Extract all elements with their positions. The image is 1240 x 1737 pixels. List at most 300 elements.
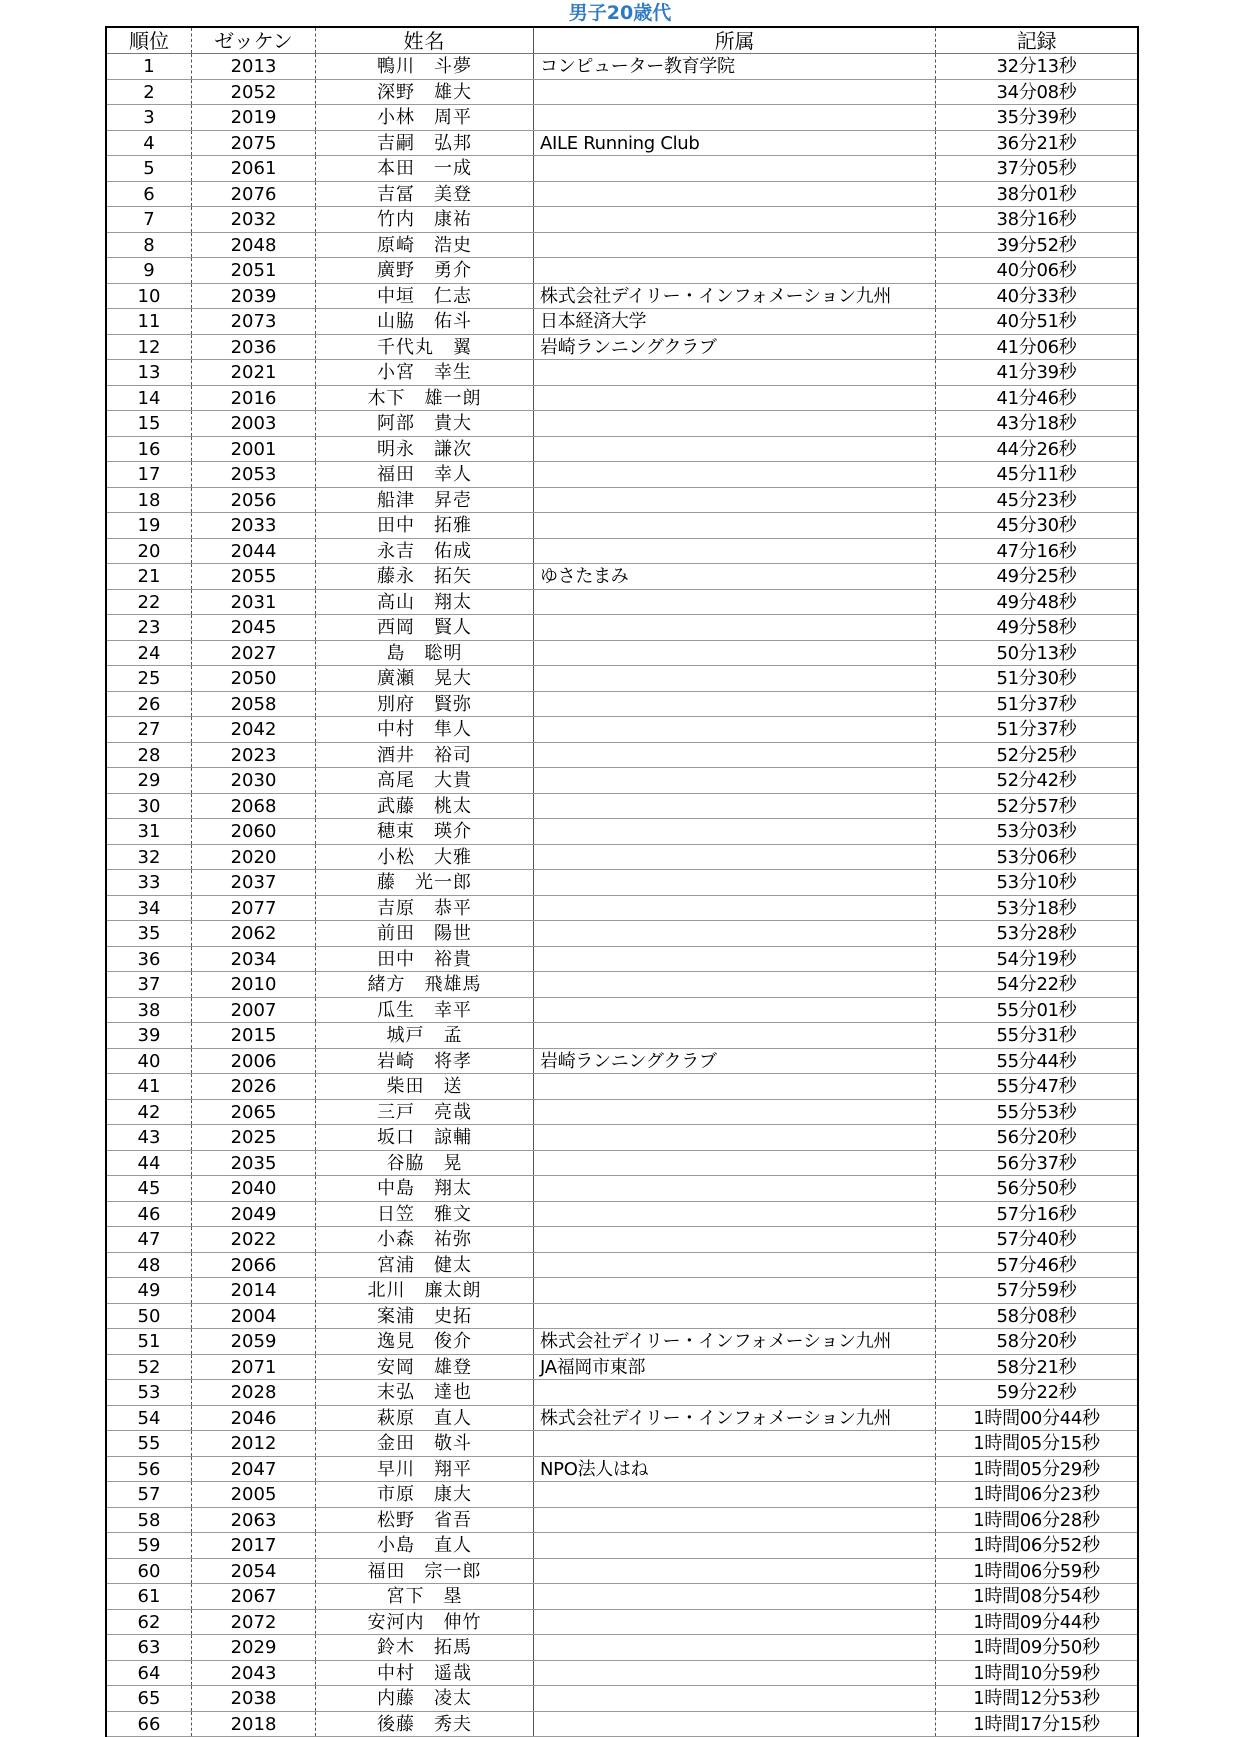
- record-cell: 1時間06分52秒: [936, 1533, 1137, 1558]
- record-cell: 39分52秒: [936, 233, 1137, 258]
- affiliation-cell: [534, 947, 936, 972]
- name-cell: 松野 省吾: [316, 1508, 534, 1533]
- record-cell: 57分46秒: [936, 1253, 1137, 1278]
- record-cell: 51分30秒: [936, 666, 1137, 691]
- name-cell: 酒井 裕司: [316, 743, 534, 768]
- bib-cell: 2046: [192, 1406, 316, 1431]
- bib-cell: 2030: [192, 768, 316, 793]
- table-row: [107, 539, 1137, 565]
- name-cell: 別府 賢弥: [316, 692, 534, 717]
- bib-cell: 2025: [192, 1125, 316, 1150]
- rank-cell: 34: [107, 896, 192, 921]
- name-cell: 安河内 伸竹: [316, 1610, 534, 1635]
- table-row: [107, 1508, 1137, 1534]
- rank-cell: 58: [107, 1508, 192, 1533]
- name-cell: 安岡 雄登: [316, 1355, 534, 1380]
- table-row: [107, 1355, 1137, 1381]
- bib-cell: 2033: [192, 513, 316, 538]
- bib-cell: 2015: [192, 1023, 316, 1048]
- rank-cell: 60: [107, 1559, 192, 1584]
- affiliation-cell: [534, 258, 936, 283]
- rank-cell: 40: [107, 1049, 192, 1074]
- record-cell: 1時間10分59秒: [936, 1661, 1137, 1686]
- affiliation-cell: [534, 207, 936, 232]
- table-row: [107, 513, 1137, 539]
- rank-cell: 10: [107, 284, 192, 309]
- rank-cell: 37: [107, 972, 192, 997]
- table-header-row: [107, 28, 1137, 54]
- table-row: [107, 615, 1137, 641]
- record-cell: 59分22秒: [936, 1380, 1137, 1405]
- table-row: [107, 692, 1137, 718]
- rank-cell: 54: [107, 1406, 192, 1431]
- affiliation-cell: [534, 233, 936, 258]
- table-row: [107, 1227, 1137, 1253]
- rank-cell: 61: [107, 1584, 192, 1609]
- rank-cell: 17: [107, 462, 192, 487]
- affiliation-cell: [534, 1304, 936, 1329]
- rank-cell: 63: [107, 1635, 192, 1660]
- bib-cell: 2075: [192, 131, 316, 156]
- table-row: [107, 1151, 1137, 1177]
- table-row: [107, 870, 1137, 896]
- table-row: [107, 1023, 1137, 1049]
- record-cell: 55分31秒: [936, 1023, 1137, 1048]
- bib-cell: 2053: [192, 462, 316, 487]
- record-cell: 1時間17分15秒: [936, 1712, 1137, 1737]
- record-cell: 1時間06分28秒: [936, 1508, 1137, 1533]
- table-row: [107, 80, 1137, 106]
- record-cell: 1時間12分53秒: [936, 1686, 1137, 1711]
- record-cell: 52分42秒: [936, 768, 1137, 793]
- rank-cell: 43: [107, 1125, 192, 1150]
- record-cell: 50分13秒: [936, 641, 1137, 666]
- bib-cell: 2066: [192, 1253, 316, 1278]
- record-cell: 52分25秒: [936, 743, 1137, 768]
- bib-cell: 2014: [192, 1278, 316, 1303]
- bib-cell: 2045: [192, 615, 316, 640]
- rank-cell: 20: [107, 539, 192, 564]
- header-rank: 順位: [107, 28, 192, 53]
- rank-cell: 6: [107, 182, 192, 207]
- rank-cell: 66: [107, 1712, 192, 1737]
- affiliation-cell: [534, 1584, 936, 1609]
- name-cell: 吉冨 美登: [316, 182, 534, 207]
- affiliation-cell: 株式会社デイリー・インフォメーション九州: [534, 1329, 936, 1354]
- rank-cell: 53: [107, 1380, 192, 1405]
- bib-cell: 2019: [192, 105, 316, 130]
- record-cell: 58分21秒: [936, 1355, 1137, 1380]
- name-cell: 市原 康大: [316, 1482, 534, 1507]
- record-cell: 55分44秒: [936, 1049, 1137, 1074]
- rank-cell: 56: [107, 1457, 192, 1482]
- affiliation-cell: [534, 1023, 936, 1048]
- affiliation-cell: [534, 1100, 936, 1125]
- rank-cell: 48: [107, 1253, 192, 1278]
- table-row: [107, 1074, 1137, 1100]
- affiliation-cell: コンピューター教育学院: [534, 54, 936, 79]
- rank-cell: 59: [107, 1533, 192, 1558]
- rank-cell: 44: [107, 1151, 192, 1176]
- bib-cell: 2006: [192, 1049, 316, 1074]
- affiliation-cell: [534, 437, 936, 462]
- rank-cell: 2: [107, 80, 192, 105]
- rank-cell: 27: [107, 717, 192, 742]
- name-cell: 北川 廉太朗: [316, 1278, 534, 1303]
- header-affiliation: 所属: [534, 28, 936, 53]
- bib-cell: 2029: [192, 1635, 316, 1660]
- affiliation-cell: [534, 998, 936, 1023]
- name-cell: 鴨川 斗夢: [316, 54, 534, 79]
- bib-cell: 2032: [192, 207, 316, 232]
- table-row: [107, 1049, 1137, 1075]
- record-cell: 56分37秒: [936, 1151, 1137, 1176]
- name-cell: 緒方 飛雄馬: [316, 972, 534, 997]
- affiliation-cell: [534, 641, 936, 666]
- record-cell: 1時間09分50秒: [936, 1635, 1137, 1660]
- bib-cell: 2022: [192, 1227, 316, 1252]
- table-row: [107, 1686, 1137, 1712]
- record-cell: 32分13秒: [936, 54, 1137, 79]
- affiliation-cell: [534, 360, 936, 385]
- rank-cell: 29: [107, 768, 192, 793]
- table-row: [107, 845, 1137, 871]
- affiliation-cell: [534, 1278, 936, 1303]
- affiliation-cell: [534, 105, 936, 130]
- name-cell: 山脇 佑斗: [316, 309, 534, 334]
- bib-cell: 2067: [192, 1584, 316, 1609]
- table-row: [107, 819, 1137, 845]
- rank-cell: 9: [107, 258, 192, 283]
- bib-cell: 2035: [192, 1151, 316, 1176]
- name-cell: 明永 謙次: [316, 437, 534, 462]
- table-row: [107, 1202, 1137, 1228]
- rank-cell: 7: [107, 207, 192, 232]
- affiliation-cell: [534, 1380, 936, 1405]
- name-cell: 岩崎 将孝: [316, 1049, 534, 1074]
- bib-cell: 2016: [192, 386, 316, 411]
- affiliation-cell: [534, 845, 936, 870]
- record-cell: 37分05秒: [936, 156, 1137, 181]
- bib-cell: 2007: [192, 998, 316, 1023]
- rank-cell: 3: [107, 105, 192, 130]
- record-cell: 44分26秒: [936, 437, 1137, 462]
- affiliation-cell: [534, 1202, 936, 1227]
- name-cell: 廣瀬 晃大: [316, 666, 534, 691]
- affiliation-cell: 株式会社デイリー・インフォメーション九州: [534, 1406, 936, 1431]
- bib-cell: 2068: [192, 794, 316, 819]
- record-cell: 1時間06分23秒: [936, 1482, 1137, 1507]
- name-cell: 中島 翔太: [316, 1176, 534, 1201]
- bib-cell: 2061: [192, 156, 316, 181]
- rank-cell: 1: [107, 54, 192, 79]
- header-name: 姓名: [316, 28, 534, 53]
- affiliation-cell: [534, 80, 936, 105]
- name-cell: 武藤 桃太: [316, 794, 534, 819]
- record-cell: 47分16秒: [936, 539, 1137, 564]
- table-row: [107, 1559, 1137, 1585]
- record-cell: 38分16秒: [936, 207, 1137, 232]
- name-cell: 竹内 康祐: [316, 207, 534, 232]
- table-row: [107, 131, 1137, 157]
- rank-cell: 57: [107, 1482, 192, 1507]
- bib-cell: 2001: [192, 437, 316, 462]
- affiliation-cell: [534, 794, 936, 819]
- table-row: [107, 488, 1137, 514]
- name-cell: 福田 宗一郎: [316, 1559, 534, 1584]
- name-cell: 吉嗣 弘邦: [316, 131, 534, 156]
- bib-cell: 2054: [192, 1559, 316, 1584]
- rank-cell: 50: [107, 1304, 192, 1329]
- record-cell: 40分06秒: [936, 258, 1137, 283]
- name-cell: 島 聡明: [316, 641, 534, 666]
- table-row: [107, 947, 1137, 973]
- bib-cell: 2047: [192, 1457, 316, 1482]
- name-cell: 木下 雄一朗: [316, 386, 534, 411]
- table-row: [107, 207, 1137, 233]
- name-cell: 小松 大雅: [316, 845, 534, 870]
- name-cell: 小宮 幸生: [316, 360, 534, 385]
- bib-cell: 2060: [192, 819, 316, 844]
- record-cell: 57分16秒: [936, 1202, 1137, 1227]
- table-row: [107, 1176, 1137, 1202]
- bib-cell: 2043: [192, 1661, 316, 1686]
- name-cell: 藤 光一郎: [316, 870, 534, 895]
- bib-cell: 2056: [192, 488, 316, 513]
- record-cell: 58分08秒: [936, 1304, 1137, 1329]
- table-row: [107, 309, 1137, 335]
- name-cell: 永吉 佑成: [316, 539, 534, 564]
- name-cell: 高山 翔太: [316, 590, 534, 615]
- table-row: [107, 182, 1137, 208]
- table-row: [107, 768, 1137, 794]
- rank-cell: 16: [107, 437, 192, 462]
- affiliation-cell: [534, 411, 936, 436]
- table-row: [107, 411, 1137, 437]
- affiliation-cell: [534, 1482, 936, 1507]
- record-cell: 41分39秒: [936, 360, 1137, 385]
- record-cell: 41分46秒: [936, 386, 1137, 411]
- affiliation-cell: [534, 1635, 936, 1660]
- name-cell: 早川 翔平: [316, 1457, 534, 1482]
- rank-cell: 36: [107, 947, 192, 972]
- table-row: [107, 1661, 1137, 1687]
- name-cell: 高尾 大貴: [316, 768, 534, 793]
- rank-cell: 31: [107, 819, 192, 844]
- bib-cell: 2050: [192, 666, 316, 691]
- name-cell: 案浦 史拓: [316, 1304, 534, 1329]
- name-cell: 原崎 浩史: [316, 233, 534, 258]
- affiliation-cell: [534, 1151, 936, 1176]
- record-cell: 53分18秒: [936, 896, 1137, 921]
- record-cell: 52分57秒: [936, 794, 1137, 819]
- affiliation-cell: [534, 1176, 936, 1201]
- affiliation-cell: [534, 1661, 936, 1686]
- rank-cell: 22: [107, 590, 192, 615]
- name-cell: 穂束 瑛介: [316, 819, 534, 844]
- table-row: [107, 1100, 1137, 1126]
- affiliation-cell: AILE Running Club: [534, 131, 936, 156]
- name-cell: 阿部 貴大: [316, 411, 534, 436]
- affiliation-cell: [534, 972, 936, 997]
- rank-cell: 65: [107, 1686, 192, 1711]
- rank-cell: 32: [107, 845, 192, 870]
- table-row: [107, 335, 1137, 361]
- affiliation-cell: 株式会社デイリー・インフォメーション九州: [534, 284, 936, 309]
- bib-cell: 2005: [192, 1482, 316, 1507]
- bib-cell: 2034: [192, 947, 316, 972]
- table-row: [107, 564, 1137, 590]
- bib-cell: 2031: [192, 590, 316, 615]
- name-cell: 中村 隼人: [316, 717, 534, 742]
- name-cell: 三戸 亮哉: [316, 1100, 534, 1125]
- name-cell: 深野 雄大: [316, 80, 534, 105]
- record-cell: 43分18秒: [936, 411, 1137, 436]
- table-row: [107, 1380, 1137, 1406]
- bib-cell: 2065: [192, 1100, 316, 1125]
- record-cell: 1時間05分29秒: [936, 1457, 1137, 1482]
- record-cell: 1時間08分54秒: [936, 1584, 1137, 1609]
- record-cell: 1時間09分44秒: [936, 1610, 1137, 1635]
- bib-cell: 2059: [192, 1329, 316, 1354]
- bib-cell: 2055: [192, 564, 316, 589]
- table-row: [107, 590, 1137, 616]
- table-row: [107, 666, 1137, 692]
- name-cell: 小林 周平: [316, 105, 534, 130]
- affiliation-cell: [534, 1125, 936, 1150]
- affiliation-cell: [534, 1686, 936, 1711]
- record-cell: 35分39秒: [936, 105, 1137, 130]
- rank-cell: 64: [107, 1661, 192, 1686]
- table-row: [107, 54, 1137, 80]
- name-cell: 千代丸 翼: [316, 335, 534, 360]
- record-cell: 45分30秒: [936, 513, 1137, 538]
- name-cell: 鈴木 拓馬: [316, 1635, 534, 1660]
- table-row: [107, 921, 1137, 947]
- record-cell: 53分06秒: [936, 845, 1137, 870]
- bib-cell: 2027: [192, 641, 316, 666]
- bib-cell: 2004: [192, 1304, 316, 1329]
- affiliation-cell: [534, 666, 936, 691]
- rank-cell: 4: [107, 131, 192, 156]
- record-cell: 58分20秒: [936, 1329, 1137, 1354]
- bib-cell: 2071: [192, 1355, 316, 1380]
- record-cell: 1時間06分59秒: [936, 1559, 1137, 1584]
- rank-cell: 12: [107, 335, 192, 360]
- rank-cell: 11: [107, 309, 192, 334]
- name-cell: 船津 昇壱: [316, 488, 534, 513]
- bib-cell: 2018: [192, 1712, 316, 1737]
- bib-cell: 2076: [192, 182, 316, 207]
- page-title: 男子20歳代: [0, 0, 1240, 26]
- bib-cell: 2036: [192, 335, 316, 360]
- bib-cell: 2044: [192, 539, 316, 564]
- rank-cell: 18: [107, 488, 192, 513]
- record-cell: 45分23秒: [936, 488, 1137, 513]
- affiliation-cell: [534, 386, 936, 411]
- rank-cell: 52: [107, 1355, 192, 1380]
- rank-cell: 26: [107, 692, 192, 717]
- record-cell: 49分25秒: [936, 564, 1137, 589]
- name-cell: 後藤 秀夫: [316, 1712, 534, 1737]
- record-cell: 54分22秒: [936, 972, 1137, 997]
- record-cell: 55分01秒: [936, 998, 1137, 1023]
- table-row: [107, 743, 1137, 769]
- name-cell: 瓜生 幸平: [316, 998, 534, 1023]
- name-cell: 小森 祐弥: [316, 1227, 534, 1252]
- record-cell: 57分59秒: [936, 1278, 1137, 1303]
- header-bib: ゼッケン: [192, 28, 316, 53]
- record-cell: 55分53秒: [936, 1100, 1137, 1125]
- table-row: [107, 105, 1137, 131]
- affiliation-cell: [534, 743, 936, 768]
- rank-cell: 46: [107, 1202, 192, 1227]
- table-row: [107, 233, 1137, 259]
- table-row: [107, 1406, 1137, 1432]
- rank-cell: 21: [107, 564, 192, 589]
- record-cell: 1時間05分15秒: [936, 1431, 1137, 1456]
- rank-cell: 30: [107, 794, 192, 819]
- affiliation-cell: [534, 692, 936, 717]
- table-row: [107, 1329, 1137, 1355]
- bib-cell: 2062: [192, 921, 316, 946]
- affiliation-cell: ゆさたまみ: [534, 564, 936, 589]
- rank-cell: 42: [107, 1100, 192, 1125]
- table-row: [107, 1125, 1137, 1151]
- affiliation-cell: [534, 1253, 936, 1278]
- name-cell: 萩原 直人: [316, 1406, 534, 1431]
- name-cell: 吉原 恭平: [316, 896, 534, 921]
- table-row: [107, 794, 1137, 820]
- table-row: [107, 972, 1137, 998]
- affiliation-cell: [534, 590, 936, 615]
- rank-cell: 8: [107, 233, 192, 258]
- affiliation-cell: 日本経済大学: [534, 309, 936, 334]
- rank-cell: 49: [107, 1278, 192, 1303]
- bib-cell: 2013: [192, 54, 316, 79]
- bib-cell: 2020: [192, 845, 316, 870]
- affiliation-cell: [534, 156, 936, 181]
- rank-cell: 15: [107, 411, 192, 436]
- rank-cell: 13: [107, 360, 192, 385]
- bib-cell: 2072: [192, 1610, 316, 1635]
- affiliation-cell: [534, 1610, 936, 1635]
- bib-cell: 2048: [192, 233, 316, 258]
- rank-cell: 41: [107, 1074, 192, 1099]
- name-cell: 末弘 達也: [316, 1380, 534, 1405]
- table-row: [107, 1584, 1137, 1610]
- bib-cell: 2077: [192, 896, 316, 921]
- record-cell: 49分48秒: [936, 590, 1137, 615]
- affiliation-cell: [534, 1712, 936, 1737]
- name-cell: 小島 直人: [316, 1533, 534, 1558]
- table-row: [107, 896, 1137, 922]
- bib-cell: 2037: [192, 870, 316, 895]
- affiliation-cell: [534, 182, 936, 207]
- record-cell: 36分21秒: [936, 131, 1137, 156]
- table-row: [107, 1482, 1137, 1508]
- record-cell: 40分33秒: [936, 284, 1137, 309]
- affiliation-cell: [534, 717, 936, 742]
- record-cell: 41分06秒: [936, 335, 1137, 360]
- rank-cell: 25: [107, 666, 192, 691]
- bib-cell: 2058: [192, 692, 316, 717]
- rank-cell: 62: [107, 1610, 192, 1635]
- name-cell: 宮下 塁: [316, 1584, 534, 1609]
- bib-cell: 2012: [192, 1431, 316, 1456]
- record-cell: 53分03秒: [936, 819, 1137, 844]
- bib-cell: 2073: [192, 309, 316, 334]
